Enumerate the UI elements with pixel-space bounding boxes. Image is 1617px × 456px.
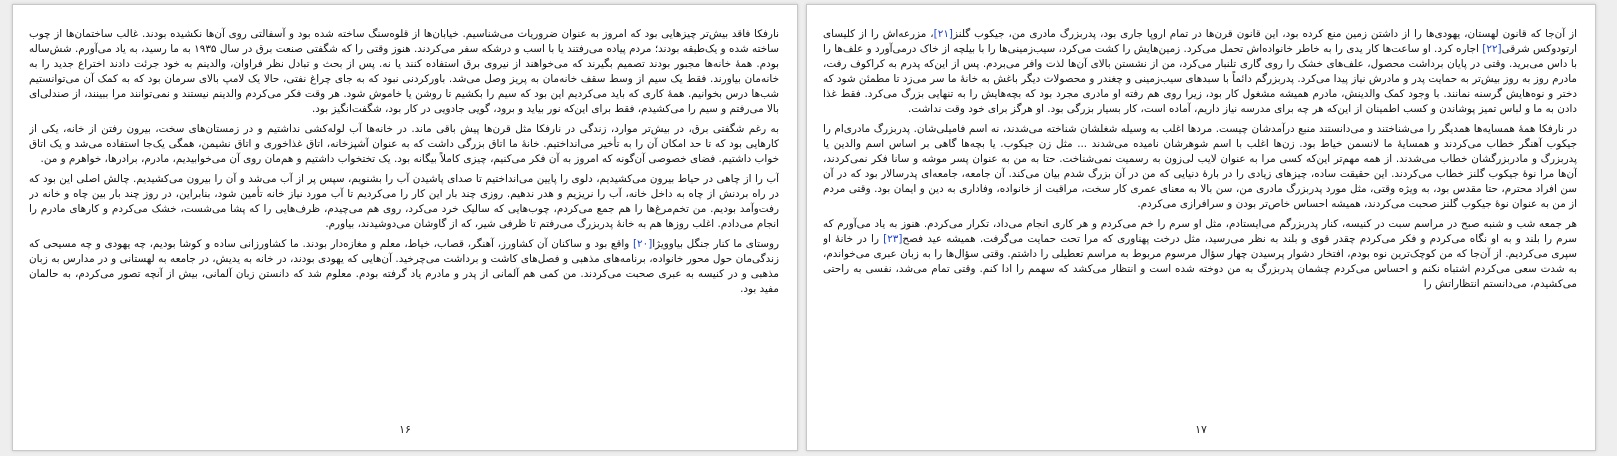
page-number: ۱۷ xyxy=(1195,423,1207,436)
paragraph-text: روستای ما کنار جنگل بیاوویژا xyxy=(652,238,779,250)
page-16-text xyxy=(29,27,779,410)
paragraph: به رغم شگفتی برق، در بیش‌تر موارد، زندگی در نارفکا مثل قرن‌ها پیش باقی ماند. در خانه‌ها آب لوله‌کشی نداشتیم و در زمستان‌های سخت، بیرون رفتن از خانه، یکی از کارهایی بود که تا حد امکان آن را به تأخیر می‌انداختیم. خانهٔ ما اتاق بزرگی داشت که به عنوان آشپزخانه، اتاق غذاخوری و اتاق نشیمن، همگی یک‌جا استفاده می‌شد و یک اتاق خواب داشتیم. فضای خصوصی آن‌گونه که امروز به آن فکر می‌کنیم، چیزی کاملاً بیگانه بود. یک تختخواب داشتیم و هم‌مان روی آن می‌خوابیدیم، مادرم، برادرها، خواهرم و من. xyxy=(29,123,779,165)
paragraph-text: اجاره کرد. او ساعت‌ها کار یدی را به خاطر خانواده‌اش تحمل می‌کرد. زمین‌هایش را کشت می‌کرد، سیب‌زمینی‌ها را با بیلچه از خاک درمی‌آورد و علف‌ها را با داس می‌برید. وقتی در پایان برداشت محصول، علف‌های خشک را روی گاری تلنبار می‌کرد، من از نشستن بالای آن‌ها لذت وافر می‌بردم. پس از این‌که پدرم به کراکوف رفت، مادرم روز به روز بیش‌تر به حمایت پدر و مادرش نیاز پیدا می‌کرد. پدربزرگم دائماً با سبدهای سیب‌زمینی و چغندر و محصولات دیگر باغش به خانهٔ ما سر می‌زد تا مطمئن شود که دختر و نوه‌هایش گرسنه نمانند. با وجود کمک والدینش، مادرم همیشه مشغول کار بود، زیرا روی هم رفته او مادری مجرد بود که بچه‌هایش را به تنهایی بزرگ می‌کرد. فقط غذا دادن به ما و لباس تمیز پوشاندن و کسب اطمینان از این‌که هر چه برای مدرسه نیاز داریم، آماده است، کار بسیار بزرگی بود. او هرگز برای خود وقت نداشت. xyxy=(823,43,1577,115)
paragraph: نارفکا فاقد بیش‌تر چیزهایی بود که امروز به عنوان ضروریات می‌شناسیم. خیابان‌ها از قلوه‌سنگ ساخته شده بود و آسفالتی روی آن‌ها نکشیده بودند. غالب ساختمان‌ها از چوب ساخته شده و یک‌طبقه بودند؛ مردم پیاده می‌رفتند یا با اسب و درشکه سفر می‌کردند. هنوز وقتی را که شگفتی صنعت برق در سال ۱۹۳۵ به ما رسید، به یاد می‌آورم. شش‌ساله بودم. همهٔ خانه‌ها مجبور بودند تصمیم بگیرند که می‌خواهند از نیروی برق استفاده کنند یا نه. پس از بحث و تبادل نظر فراوان، والدینم به خود جرئت دادند اختراع جدید را به خانه‌مان بیاورند. فقط یک سیم از وسط سقف خانه‌مان به پریز وصل می‌شد. باورکردنی نبود که به جای چراغ نفتی، حالا یک لامپ بالای سرمان بود که به کمک آن می‌توانستیم شب‌ها درس بخوانیم. همهٔ کاری که باید می‌کردیم این بود که سیم را بکشیم تا روشن یا خاموش شود. هر وقت فکر می‌کردم والدینم نیستند و نمی‌توانند مرا ببینند، از صندلی‌ای بالا می‌رفتم و سیم را می‌کشیدم، فقط برای این‌که نور بیاید و برود، گویی جادویی در کار بود، شگفت‌انگیز بود. xyxy=(29,28,779,115)
paragraph xyxy=(823,217,1577,292)
paragraph-text: از آن‌جا که قانون لهستان، یهودی‌ها را از داشتن زمین منع کرده بود، این قانون قرن‌ها در تمام اروپا جاری بود، پدربزرگ مادری من، جیکوب گلنز xyxy=(952,28,1577,40)
footnote-link[interactable]: [۲۳] xyxy=(883,233,903,245)
page-16 xyxy=(12,4,798,451)
paragraph xyxy=(29,237,779,297)
page-number: ۱۶ xyxy=(399,423,411,436)
paragraph xyxy=(823,27,1577,117)
footnote-link[interactable]: [۲۱] xyxy=(933,28,953,40)
footnote-link[interactable]: [۲۲] xyxy=(1482,43,1502,55)
paragraph-text: واقع بود و ساکنان آن کشاورز، آهنگر، قصاب، خیاط، معلم و مغازه‌دار بودند. ما کشاورزانی ساده و کوشا بودیم، چه یهودی و چه مسیحی که زندگی‌مان حول محور خانواده، برنامه‌های مذهبی و فصل‌های کاشت و برداشت می‌چرخید. آن‌هایی که یهودی بودند، در خانه به یدیش، در جامعه به لهستانی و در مدارس به زبان مذهبی و در کنیسه به عبری صحبت می‌کردند. من کمی هم آلمانی از پدر و مادرم یاد گرفته بودم. معلوم شد که دانستن زبان آلمانی، بیش از آنچه تصور می‌کردم، به حالمان مفید بود. xyxy=(29,238,779,295)
paragraph: آب را از چاهی در حیاط بیرون می‌کشیدیم، دلوی را پایین می‌انداختیم تا صدای پاشیدن آب را بشنویم، سپس پر از آب می‌شد و آن را بیرون می‌کشیدیم. چالش اصلی این بود که در راه بردنش از چاه به داخل خانه، آب را نریزیم و هدر ندهیم. روزی چند بار این کار را می‌کردیم تا آب مورد نیاز خانه تأمین شود، بنابراین، در روز چند بار بین چاه و خانه در رفت‌وآمد بودیم. من تخم‌مرغ‌ها را هم جمع می‌کردم، چوب‌هایی که سالیک خرد می‌کرد، روی هم می‌چیدم، ظرف‌هایی را که پشا می‌شست، خشک می‌کردم و کارهای مادرم را انجام می‌دادم. اغلب روزها هم به خانهٔ پدربزرگ می‌رفتم تا ظرفی شیر، که از گاوشان می‌دوشیدند، بیاورم. xyxy=(29,173,779,230)
paragraph-text: ، مزرعه‌اش را از کلیسای ارتودوکس شرقی xyxy=(823,28,1577,55)
footnote-link[interactable]: [۲۰] xyxy=(632,238,653,250)
page-17 xyxy=(806,4,1596,451)
page-17-text xyxy=(823,27,1577,410)
paragraph-text: را در خانهٔ او سپری می‌کردیم. از آن‌جا که من کوچک‌ترین نوه بودم، افتخار دشوار پرسیدن چهار سؤال مرسوم مربوط به مراسم تعطیلی را داشتم. وقتی سؤال‌ها را به زبان عبری می‌خواندم، به شدت سعی می‌کردم اشتباه نکنم و احساس می‌کردم چشمان پدربزرگ به من دوخته شده است و انتظار می‌کشد که سهمم را ادا کنم. وقتی تمام می‌شد، نفسی به راحتی می‌کشیدم، می‌دانستم انتظاراتش را xyxy=(823,233,1577,290)
paragraph-text: هر جمعه شب و شنبه صبح در مراسم سبت در کنیسه، کنار پدربزرگم می‌ایستادم، مثل او سرم را خم می‌کردم و هر کاری انجام می‌داد، تکرار می‌کردم. هنوز به یاد می‌آورم که سرم را بلند و به او نگاه می‌کردم و فکر می‌کردم چقدر قوی و بلند به نظر می‌رسید، مثل درخت پهناوری که مرا تحت حمایت می‌گرفت. همیشه عید فصح xyxy=(823,218,1577,245)
paragraph: در نارفکا همهٔ همسایه‌ها همدیگر را می‌شناختند و می‌دانستند منبع درآمدشان چیست. مردها اغلب به وسیله شغلشان شناخته می‌شدند، نه اسم فامیلی‌شان. پدربزرگ مادری‌ام را جیکوب آهنگر خطاب می‌کردند و همسایهٔ ما لانسمن خیاط بود. زن‌ها اغلب با اسم شوهرشان نامیده می‌شدند ... مثل زن جیکوب. یا بچه‌ها گاهی بر اساس اسم والدین یا پدربزرگ و مادربزرگشان خطاب می‌شدند. از همه مهم‌تر این‌که کسی مرا به عنوان لایب لی‌زون به رسمیت نمی‌شناخت. حتا به من به عنوان پسر موشه و سانا فکر نمی‌کردند، آن‌ها مرا نوهٔ جیکوب گلنز خطاب می‌کردند. این حقیقت ساده، چیزهای زیادی را در بارهٔ دنیایی که من در آن بزرگ شدم بیان می‌کند. آن جامعه، جامعه‌ای پدرسالار بود که در آن سن افراد محترم، حتا مقدس بود، به ویژه وقتی، مثل مورد پدربزرگ مادری من، سن بالا به معنای عمری کار سخت، مراقبت از خانواده، وفاداری به دین و ایمان بود. وقتی مردم از من به عنوان نوهٔ جیکوب گلنز صحبت می‌کردند، همیشه احساس خاص‌تر بودن و سرافرازی می‌کردم. xyxy=(823,123,1577,210)
